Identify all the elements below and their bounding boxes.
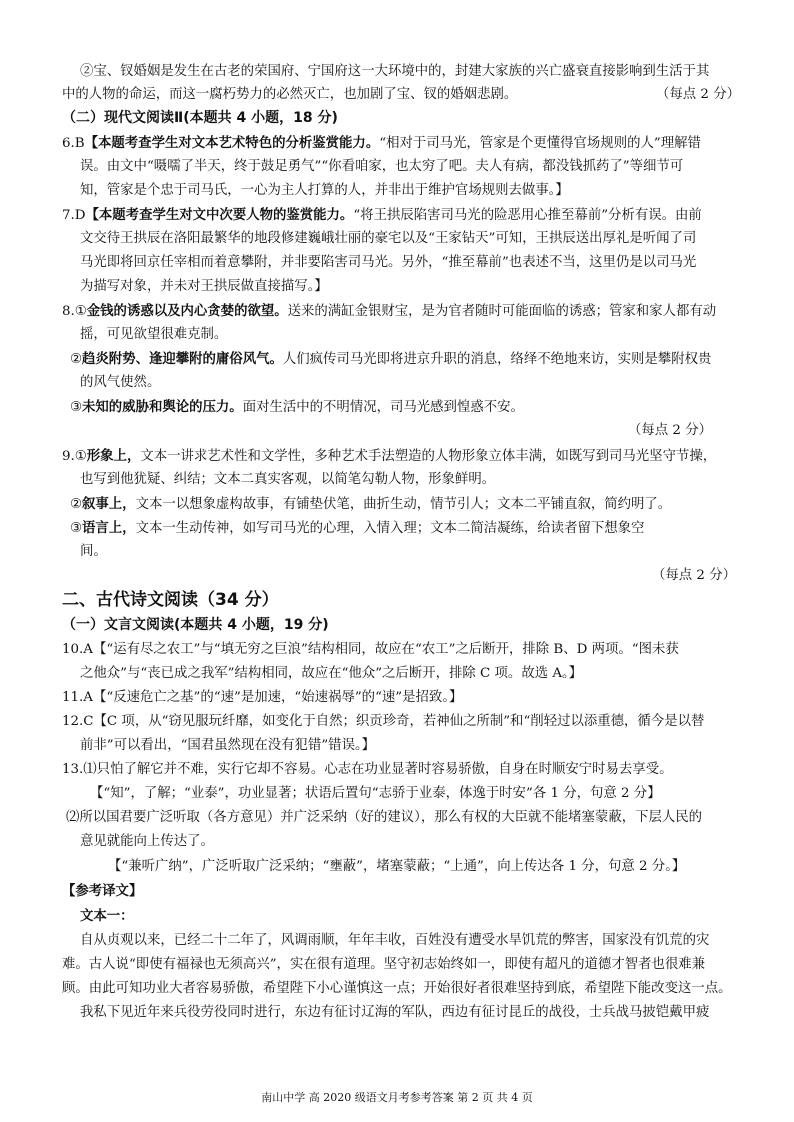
text-segment: 文本一： <box>80 908 134 924</box>
text-line <box>66 809 702 827</box>
text-segment: 间。 <box>80 544 107 559</box>
text-segment: 顾。由此可知功业大者容易骄傲，希望陛下小心谨慎这一点；开始很好者很难坚持到底，希望陛下能改变这一点。 <box>62 981 732 996</box>
text-segment: 送来的满缸金银财宝，是为官者随时可能面临的诱惑；管家和家人都有动 <box>287 304 717 319</box>
text-line <box>70 398 524 417</box>
bold-phrase: 叙事上， <box>82 496 136 512</box>
text-line <box>108 858 685 876</box>
text-segment: 我私下见近年来兵役劳役同时进行，东边有征讨辽海的军队，西边有征讨昆丘的战役，士兵战马披铠戴甲疲 <box>80 1005 710 1020</box>
text-line <box>90 785 661 803</box>
text-line <box>62 86 517 104</box>
text-segment: （一）文言文阅读(本题共 4 小题，19 分) <box>62 617 329 633</box>
text-segment: 【“知”，了解；“业泰”，功业显著；状语后置句“志骄于业泰，体逸于时安”各 1 分，句意 2 分】 <box>90 786 661 801</box>
text-segment: （每点 2 分） <box>628 423 712 438</box>
text-line <box>62 761 672 779</box>
text-segment: （二）现代文阅读Ⅱ(本题共 4 小题，18 分) <box>62 110 338 126</box>
text-segment: 6.B <box>62 136 85 151</box>
text-line <box>80 833 214 851</box>
text-segment: 为描写对象，并未对王拱辰做直接描写。】 <box>80 279 328 294</box>
bold-phrase: 未知的威胁和舆论的压力。 <box>82 399 243 415</box>
text-segment: ⑵所以国君要广泛听取（各方意见）并广泛采纳（好的建议），那么有权的大臣就不能堵塞蒙蔽，下层人民的 <box>66 810 703 825</box>
text-line <box>62 447 716 466</box>
text-line <box>80 932 709 950</box>
bold-phrase: 金钱的诱惑以及内心贪婪的欲望。 <box>86 303 288 319</box>
bold-phrase: 语言上， <box>82 520 136 536</box>
page-footer: 南山中学 高 2020 级语文月考参考答案 第 2 页 共 4 页 <box>261 1091 533 1104</box>
text-segment: 7.D <box>62 208 86 223</box>
bold-phrase: 【本题考查学生对文中次要人物的鉴赏能力。 <box>85 207 354 223</box>
text-line <box>80 665 582 683</box>
text-segment: 马光即将回京任宰相而着意攀附，并非要陷害司马光。另外，“推至幕前”也表述不当，这里仍是以司马光 <box>80 255 697 270</box>
text-line <box>80 471 495 489</box>
text-line <box>70 519 644 538</box>
text-line <box>628 422 712 440</box>
text-line <box>62 591 279 609</box>
text-line <box>62 109 338 127</box>
text-segment: 文交待王拱辰在洛阳最繁华的地段修建巍峨壮丽的豪宅以及“王家钻天”可知，王拱辰送出厚礼是听闻了司 <box>80 231 697 246</box>
text-segment: ② <box>70 497 83 512</box>
text-line <box>62 882 142 900</box>
bold-phrase: 【本题考查学生对文本艺术特色的分析鉴赏能力。 <box>84 135 380 151</box>
text-segment: （每点 2 分） <box>652 568 736 583</box>
text-segment: 中的人物的命运，而这一腐朽势力的必然灭亡，也加剧了宝、钗的婚姻悲剧。 <box>62 87 518 102</box>
text-segment: “相对于司马光，管家是个更懂得官场规则的人”理解错 <box>379 136 701 151</box>
text-segment: 难。古人说“即使有福禄也无须高兴”，实在很有道理。坚守初志始终如一，即使有超凡的道德才智者也很难兼 <box>62 957 706 972</box>
text-segment: 【参考译文】 <box>62 883 143 899</box>
text-segment: 知，管家是个忠于司马氏，一心为主人打算的人，并非出于维护官场规则去做事。】 <box>80 183 569 198</box>
text-line <box>80 278 328 296</box>
text-line <box>652 567 736 585</box>
text-segment: 意见就能向上传达了。 <box>80 834 214 849</box>
text-segment: 的风气使然。 <box>80 375 161 390</box>
text-line <box>80 158 683 176</box>
text-segment: 10.A【“运有尽之农工”与“填无穷之巨浪”结构相同，故应在“农工”之后断开，排除 B、D 两项。“图未获 <box>62 642 679 657</box>
text-line <box>70 495 671 514</box>
text-segment: 前非”可以看出，“国君虽然现在没有犯错”错误。】 <box>80 738 376 753</box>
text-line <box>80 907 134 925</box>
text-segment: 12.C【C 项，从“窃见服玩纤靡，如变化于自然；织贡珍奇，若神仙之所制”和“削轻过以添重德，循今是以替 <box>62 714 705 729</box>
text-segment: 也写到他犹疑、纠结；文本二真实客观，以简笔勾勒人物，形象鲜明。 <box>80 472 496 487</box>
text-segment: 11.A【“反速危亡之基”的“速”是加速，“始速祸辱”的“速”是招致。】 <box>62 690 463 705</box>
text-line <box>62 689 462 707</box>
text-segment: “将王拱辰陷害司马光的险恶用心推至幕前”分析有误。由前 <box>353 208 702 223</box>
text-segment: 文本一生动传神，如写司马光的心理，入情入理；文本二简洁凝练，给读者留下想象空 <box>135 521 645 536</box>
text-line <box>80 543 107 561</box>
text-segment: ②宝、钗婚姻是发生在古老的荣国府、宁国府这一大环境中的，封建大家族的兴亡盛衰直接影响到生活于其 <box>80 64 710 79</box>
text-segment: ② <box>70 352 83 367</box>
text-segment: 二、古代诗文阅读（34 分） <box>62 590 279 610</box>
text-segment: ③ <box>70 400 83 415</box>
text-segment: 8.① <box>62 304 87 319</box>
text-segment: 自从贞观以来，已经二十二年了，风调雨顺，年年丰收，百姓没有遭受水旱饥荒的弊害，国家没有饥荒的灾 <box>80 933 710 948</box>
text-segment: 面对生活中的不明情况，司马光感到惶惑不安。 <box>242 400 524 415</box>
text-segment: ③ <box>70 521 83 536</box>
text-segment: 摇，可见欲望很难克制。 <box>80 327 228 342</box>
text-line <box>62 980 732 998</box>
text-line <box>80 374 160 392</box>
text-line <box>80 737 375 755</box>
text-line <box>80 182 569 200</box>
text-line <box>62 616 329 634</box>
bold-phrase: 形象上， <box>86 448 141 464</box>
text-line <box>62 302 716 321</box>
text-segment: 13.⑴只怕了解它并不难，实行它却不容易。心志在功业显著时容易骄傲，自身在时顺安宁时易去享受。 <box>62 762 673 777</box>
text-segment: （每点 2 分） <box>656 87 740 102</box>
text-line <box>80 230 696 248</box>
text-line <box>656 86 740 104</box>
text-line <box>62 641 679 659</box>
text-segment: 9.① <box>62 449 87 464</box>
text-segment: 文本一讲求艺术性和文学性，多种艺术手法塑造的人物形象立体丰满，如既写到司马光坚守节操， <box>140 449 717 464</box>
text-segment: 人们疯传司马光即将进京升职的消息，络绎不绝地来访，实则是攀附权贵 <box>282 352 712 367</box>
text-segment: 文本一以想象虚构故事，有铺垫伏笔，曲折生动，情节引人；文本二平铺直叙，简约明了。 <box>135 497 672 512</box>
text-line <box>80 254 696 272</box>
text-line <box>80 1004 709 1022</box>
text-line <box>70 350 711 369</box>
text-line <box>62 956 705 974</box>
text-line <box>80 63 709 81</box>
text-line <box>62 713 704 731</box>
text-line <box>62 134 701 153</box>
text-segment: 【“兼听广纳”，广泛听取广泛采纳；“壅蔽”，堵塞蒙蔽；“上通”，向上传达各 1 分，句意 2 分。】 <box>108 859 686 874</box>
text-line <box>62 206 702 225</box>
text-line <box>80 326 227 344</box>
text-segment: 之他众”与“丧已成之我军”结构相同，故应在“他众”之后断开，排除 C 项。故选 A。】 <box>80 666 583 681</box>
bold-phrase: 趋炎附势、逢迎攀附的庸俗风气。 <box>82 351 283 367</box>
text-segment: 误。由文中“嗫嚅了半天，终于鼓足勇气”“你看咱家，也太穷了吧。夫人有病，都没钱抓药了”等细节可 <box>80 159 684 174</box>
